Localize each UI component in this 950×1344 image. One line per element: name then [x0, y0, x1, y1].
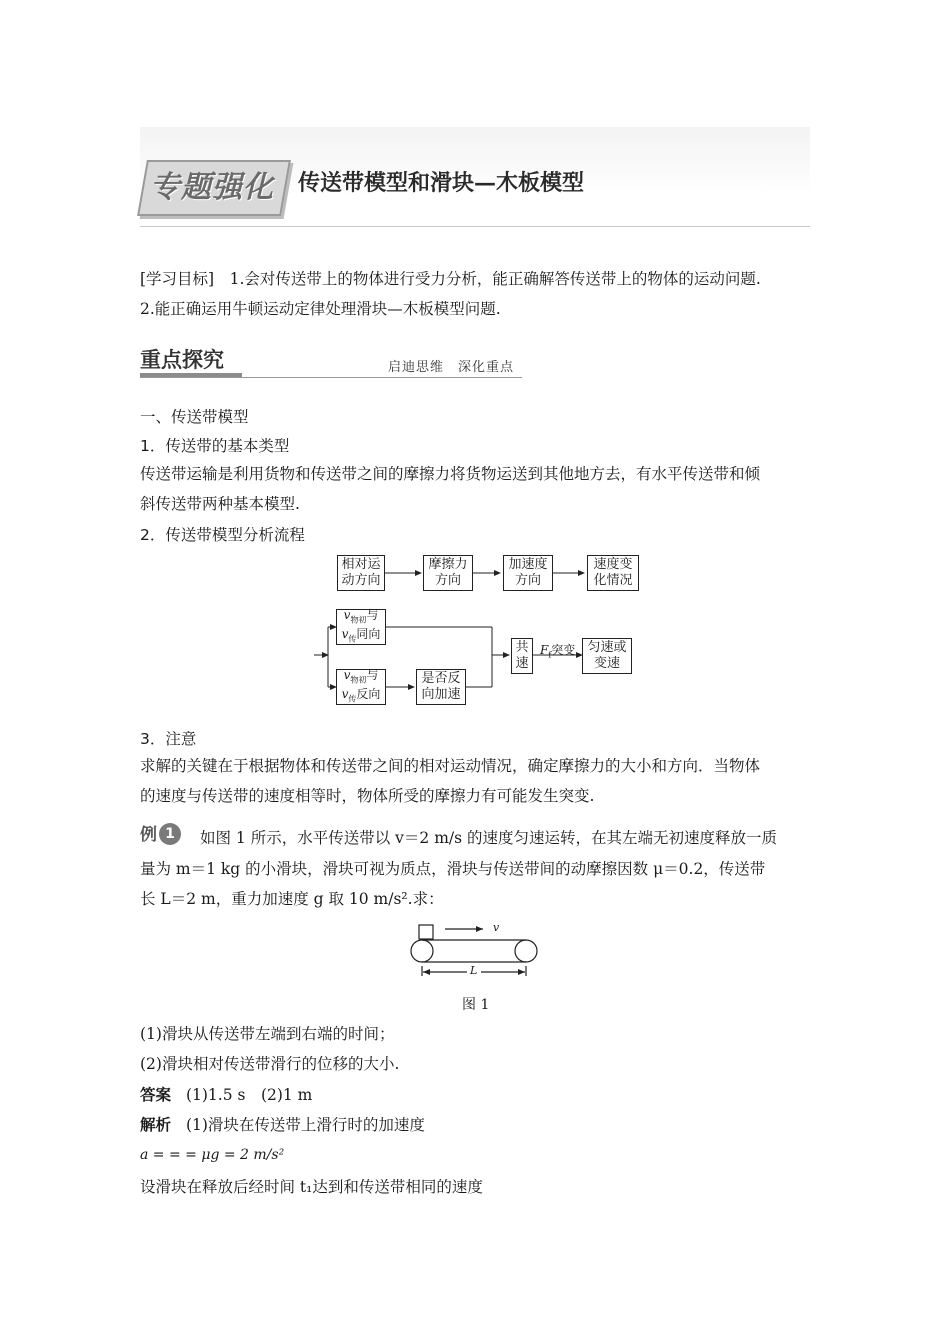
flow-box-reverse-acceleration: 是否反向加速	[416, 669, 466, 705]
answer-text: (1)1.5 s (2)1 m	[185, 1086, 313, 1104]
topic-badge-text: 专题强化	[150, 170, 274, 205]
same-direction-text: 同向	[356, 627, 381, 641]
question-1: (1)滑块从传送带左端到右端的时间；	[140, 1025, 395, 1043]
section-subtitle: 启迪思维 深化重点	[388, 360, 515, 375]
question-2: (2)滑块相对传送带滑行的位移的大小.	[140, 1055, 400, 1073]
with-text: 与	[366, 667, 379, 682]
v-symbol: v	[343, 667, 351, 682]
section-title: 重点探究	[140, 348, 224, 372]
with-text: 与	[366, 607, 379, 622]
banner-divider	[140, 226, 810, 227]
flow-box-acceleration-direction: 加速度方向	[503, 555, 553, 591]
v-symbol: v	[341, 687, 349, 701]
answer-row	[140, 1080, 312, 1110]
subheading-note: 3．注意	[140, 730, 197, 748]
v-symbol: v	[343, 607, 351, 622]
example-badge	[140, 820, 181, 845]
opposite-direction-text: 反向	[356, 687, 381, 701]
analysis-formula: a = = = μg = 2 m/s²	[140, 1147, 285, 1163]
flow-label-friction-change: $F_f$突变	[540, 643, 576, 660]
flow-box-friction-direction: 摩擦力方向	[423, 555, 473, 591]
flow-box-velocity-change: 速度变化情况	[587, 555, 639, 591]
figure-length-label: L	[470, 964, 478, 977]
section-divider	[140, 377, 522, 378]
analysis-label: 解析	[140, 1116, 172, 1134]
example-text-3: 长 L＝2 m，重力加速度 g 取 10 m/s².求：	[140, 890, 444, 908]
subscript-belt: 传	[348, 694, 357, 704]
analysis-row	[140, 1110, 425, 1140]
flow-box-common-speed: 共速	[511, 638, 533, 674]
analysis-last-line: 设滑块在释放后经时间 t₁达到和传送带相同的速度	[140, 1178, 483, 1196]
note-text-1: 求解的关键在于根据物体和传送带之间的相对运动情况，确定摩擦力的大小和方向．当物体	[140, 757, 761, 775]
heading-conveyor-model: 一、传送带模型	[140, 408, 249, 426]
analysis-text: (1)滑块在传送带上滑行时的加速度	[185, 1116, 425, 1134]
objectives-line-2: 2.能正确运用牛顿运动定律处理滑块—木板模型问题.	[140, 300, 501, 318]
figure-caption: 图 1	[462, 997, 490, 1013]
subheading-basic-types: 1．传送带的基本类型	[140, 437, 290, 455]
basic-types-text-2: 斜传送带两种基本模型.	[140, 495, 300, 513]
subscript-object-initial: 物初	[350, 675, 367, 684]
objectives-line-1: [学习目标] 1.会对传送带上的物体进行受力分析，能正确解答传送带上的物体的运动问题.	[140, 270, 761, 288]
figure-velocity-label: v	[493, 921, 500, 934]
example-label: 例	[140, 825, 157, 845]
subscript-object-initial: 物初	[350, 615, 367, 624]
subscript-belt: 传	[348, 634, 357, 644]
basic-types-text-1: 传送带运输是利用货物和传送带之间的摩擦力将货物运送到其他地方去，有水平传送带和倾	[140, 465, 761, 483]
flow-box-uniform-or-variable: 匀速或变速	[582, 638, 632, 674]
example-text-1: 如图 1 所示，水平传送带以 v＝2 m/s 的速度匀速运转，在其左端无初速度释放一质	[200, 829, 777, 847]
note-text-2: 的速度与传送带的速度相等时，物体所受的摩擦力有可能发生突变.	[140, 787, 595, 805]
v-symbol: v	[341, 627, 349, 641]
flow-box-relative-motion: 相对运动方向	[337, 555, 385, 591]
example-number: 1	[159, 823, 181, 845]
subheading-analysis-flow: 2．传送带模型分析流程	[140, 526, 305, 544]
answer-label: 答案	[140, 1086, 172, 1104]
example-text-2: 量为 m＝1 kg 的小滑块，滑块可视为质点，滑块与传送带间的动摩擦因数 μ＝0.2，传送带	[140, 860, 766, 878]
page-title: 传送带模型和滑块—木板模型	[298, 170, 585, 196]
flow-box-opposite-direction	[336, 669, 386, 705]
flow-box-same-direction	[336, 609, 386, 645]
